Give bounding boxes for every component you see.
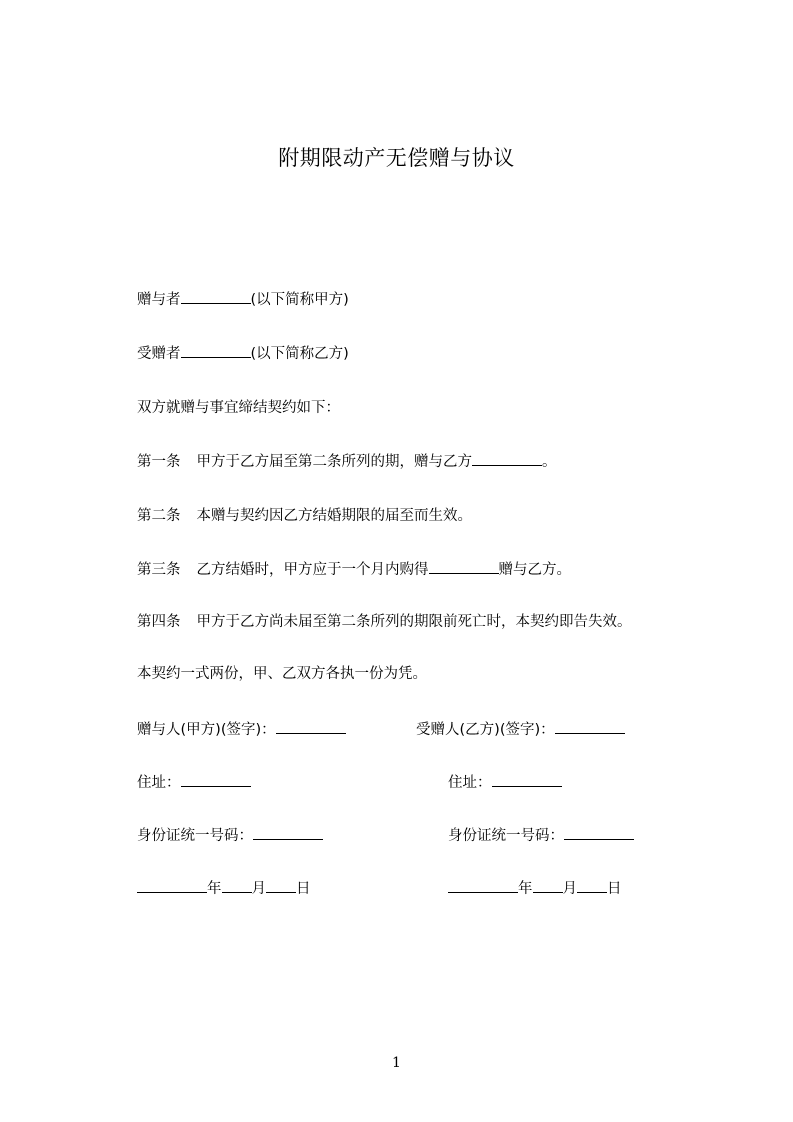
- donor-address-blank: [181, 772, 251, 787]
- donor-signature-label: 赠与人(甲方)(签字)：: [137, 722, 276, 738]
- document-title: 附期限动产无偿赠与协议: [278, 146, 515, 170]
- donee-name-blank: [181, 343, 251, 358]
- article-3: [137, 559, 571, 581]
- donee-address-blank: [492, 772, 562, 787]
- article-2: [137, 505, 472, 527]
- donee-year-blank: [448, 878, 518, 893]
- article-4-number: 第四条: [137, 614, 181, 630]
- donor-day-blank: [266, 878, 296, 893]
- donor-line: [137, 289, 349, 311]
- donor-suffix: (以下简称甲方): [250, 292, 349, 308]
- article-3-blank: [429, 559, 499, 574]
- donee-month-label: 月: [562, 881, 577, 897]
- donor-year-label: 年: [207, 881, 222, 897]
- donee-signature-label: 受赠人(乙方)(签字)：: [416, 722, 555, 738]
- article-4: [137, 611, 632, 633]
- donee-suffix: (以下简称乙方): [250, 346, 349, 362]
- donor-signature-blank: [276, 719, 346, 734]
- intro-line: 双方就赠与事宜缔结契约如下：: [137, 400, 340, 416]
- donor-id-blank: [253, 825, 323, 840]
- donor-label: 赠与者: [137, 292, 181, 308]
- donor-id-line: [137, 825, 323, 847]
- donor-month-label: 月: [251, 881, 266, 897]
- donee-month-blank: [533, 878, 563, 893]
- donee-id-label: 身份证统一号码：: [448, 828, 564, 844]
- donee-day-label: 日: [607, 881, 622, 897]
- article-4-text: 甲方于乙方尚未届至第二条所列的期限前死亡时，本契约即告失效。: [196, 614, 632, 630]
- article-1: [137, 451, 557, 473]
- donor-month-blank: [222, 878, 252, 893]
- page-number: 1: [392, 1055, 401, 1071]
- donor-date-line: [137, 878, 311, 900]
- article-1-tail: 。: [542, 454, 557, 470]
- donee-id-blank: [564, 825, 634, 840]
- copies-line: 本契约一式两份，甲、乙双方各执一份为凭。: [137, 666, 427, 682]
- article-3-number: 第三条: [137, 562, 181, 578]
- donor-id-label: 身份证统一号码：: [137, 828, 253, 844]
- article-3-text: 乙方结婚时，甲方应于一个月内购得: [196, 562, 429, 578]
- article-1-blank: [472, 451, 542, 466]
- donee-address-label: 住址：: [448, 775, 492, 791]
- donee-date-line: [448, 878, 622, 900]
- donee-address-line: [448, 772, 562, 794]
- donor-signature-line: [137, 719, 346, 741]
- article-1-number: 第一条: [137, 454, 181, 470]
- article-2-number: 第二条: [137, 508, 181, 524]
- donee-day-blank: [577, 878, 607, 893]
- donee-label: 受赠者: [137, 346, 181, 362]
- donor-day-label: 日: [296, 881, 311, 897]
- donee-line: [137, 343, 349, 365]
- donee-signature-blank: [555, 719, 625, 734]
- article-1-text: 甲方于乙方届至第二条所列的期，赠与乙方: [196, 454, 472, 470]
- donee-year-label: 年: [518, 881, 533, 897]
- donee-signature-line: [416, 719, 625, 741]
- donor-address-line: [137, 772, 251, 794]
- donee-id-line: [448, 825, 634, 847]
- donor-name-blank: [181, 289, 251, 304]
- donor-year-blank: [137, 878, 207, 893]
- article-2-text: 本赠与契约因乙方结婚期限的届至而生效。: [196, 508, 472, 524]
- article-3-tail: 赠与乙方。: [498, 562, 571, 578]
- donor-address-label: 住址：: [137, 775, 181, 791]
